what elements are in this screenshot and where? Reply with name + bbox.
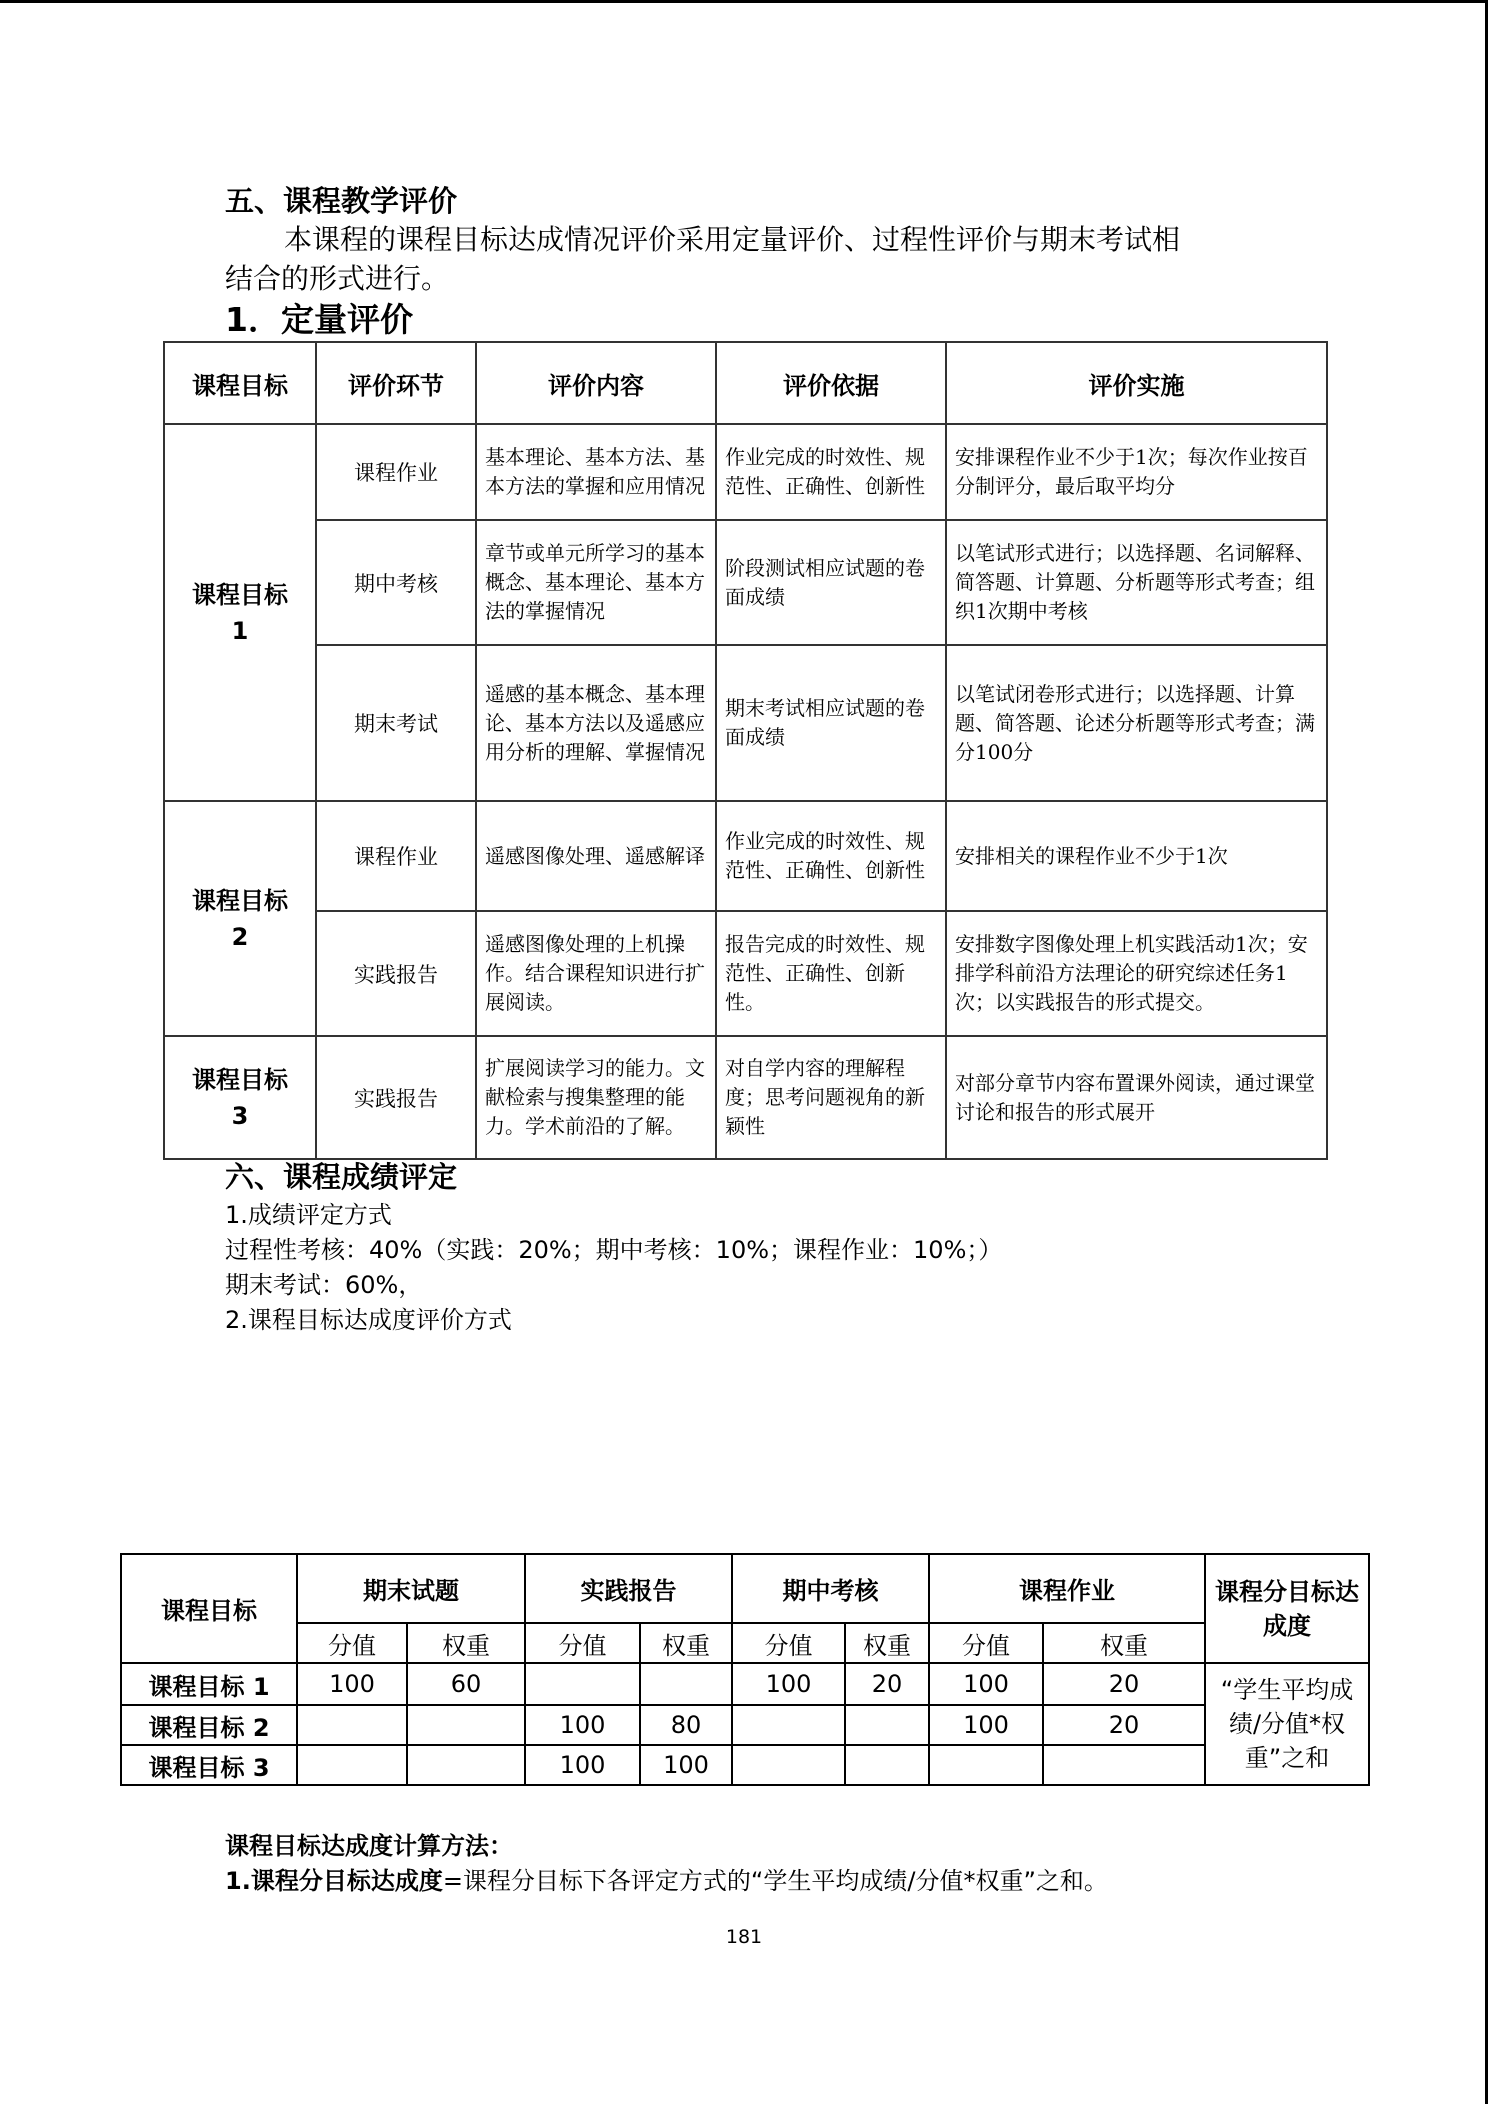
table-cell: 60 xyxy=(407,1663,525,1705)
quantitative-eval-table xyxy=(163,341,1328,1160)
table-cell: 100 xyxy=(297,1663,407,1705)
table2-header-midterm: 期中考核 xyxy=(732,1554,929,1623)
section6-line2: 过程性考核：40%（实践：20%；期中考核：10%；课程作业：10%；） xyxy=(225,1236,1003,1264)
subheader-weight: 权重 xyxy=(1043,1623,1205,1663)
eval-basis-cell: 阶段测试相应试题的卷面成绩 xyxy=(716,520,946,645)
table-cell xyxy=(929,1745,1043,1785)
eval-content-cell: 遥感图像处理的上机操作。结合课程知识进行扩展阅读。 xyxy=(476,911,716,1036)
eval-basis-cell: 作业完成的时效性、规范性、正确性、创新性 xyxy=(716,801,946,911)
eval-impl-cell: 安排相关的课程作业不少于1次 xyxy=(946,801,1327,911)
eval-link-cell: 实践报告 xyxy=(316,1036,476,1159)
goal2-cell: 课程目标2 xyxy=(164,801,316,1036)
subheader-weight: 权重 xyxy=(845,1623,929,1663)
eval-content-cell: 扩展阅读学习的能力。文献检索与搜集整理的能力。学术前沿的了解。 xyxy=(476,1036,716,1159)
table-cell xyxy=(845,1745,929,1785)
table-cell xyxy=(297,1745,407,1785)
eval-impl-cell: 对部分章节内容布置课外阅读，通过课堂讨论和报告的形式展开 xyxy=(946,1036,1327,1159)
table-row xyxy=(164,520,1327,645)
table-cell: 100 xyxy=(732,1663,845,1705)
table-cell: 100 xyxy=(640,1745,732,1785)
table-row xyxy=(121,1663,1369,1705)
row-goal-label: 课程目标 2 xyxy=(121,1705,297,1745)
table-cell xyxy=(297,1705,407,1745)
eval-content-cell: 章节或单元所学习的基本概念、基本理论、基本方法的掌握情况 xyxy=(476,520,716,645)
section6-heading: 六、课程成绩评定 xyxy=(225,1160,458,1194)
table1-header-content: 评价内容 xyxy=(476,342,716,424)
eval-impl-cell: 以笔试形式进行；以选择题、名词解释、简答题、计算题、分析题等形式考查；组织1次期中考核 xyxy=(946,520,1327,645)
eval-link-cell: 课程作业 xyxy=(316,801,476,911)
table2-header-homework: 课程作业 xyxy=(929,1554,1205,1623)
table-cell xyxy=(525,1663,640,1705)
subheader-score: 分值 xyxy=(525,1623,640,1663)
eval-link-cell: 期末考试 xyxy=(316,645,476,801)
subheader-weight: 权重 xyxy=(640,1623,732,1663)
eval-link-cell: 课程作业 xyxy=(316,424,476,520)
table1-header-link: 评价环节 xyxy=(316,342,476,424)
table2-header-row xyxy=(121,1554,1369,1623)
table2-header-practice-report: 实践报告 xyxy=(525,1554,732,1623)
table-cell xyxy=(732,1705,845,1745)
table2-subheader-row xyxy=(121,1623,1369,1663)
table-row xyxy=(164,801,1327,911)
section6-line4: 2.课程目标达成度评价方式 xyxy=(225,1306,512,1334)
section5-paragraph-line2: 结合的形式进行。 xyxy=(225,262,450,295)
page-border-top xyxy=(0,0,1488,3)
attainment-formula-cell: “学生平均成绩/分值*权重”之和 xyxy=(1205,1663,1369,1785)
eval-impl-cell: 安排数字图像处理上机实践活动1次；安排学科前沿方法理论的研究综述任务1次；以实践报告的形式提交。 xyxy=(946,911,1327,1036)
goal3-cell: 课程目标3 xyxy=(164,1036,316,1159)
table-row xyxy=(121,1705,1369,1745)
section6-line3: 期末考试：60%， xyxy=(225,1271,423,1299)
eval-basis-cell: 期末考试相应试题的卷面成绩 xyxy=(716,645,946,801)
table-cell: 100 xyxy=(929,1663,1043,1705)
eval-link-cell: 期中考核 xyxy=(316,520,476,645)
table2-header-attainment: 课程分目标达成度 xyxy=(1205,1554,1369,1663)
table-row xyxy=(164,645,1327,801)
subheader-score: 分值 xyxy=(929,1623,1043,1663)
table2-header-goal: 课程目标 xyxy=(121,1554,297,1663)
eval-content-cell: 遥感的基本概念、基本理论、基本方法以及遥感应用分析的理解、掌握情况 xyxy=(476,645,716,801)
table-cell: 100 xyxy=(525,1705,640,1745)
page-number: 181 xyxy=(725,1926,763,1948)
table-row xyxy=(164,911,1327,1036)
table-cell: 20 xyxy=(1043,1663,1205,1705)
table-row xyxy=(164,424,1327,520)
table2-header-final-exam: 期末试题 xyxy=(297,1554,525,1623)
table1-header-row xyxy=(164,342,1327,424)
calc-method-term: 1.课程分目标达成度 xyxy=(225,1867,443,1895)
subheader-score: 分值 xyxy=(732,1623,845,1663)
eval-impl-cell: 以笔试闭卷形式进行；以选择题、计算题、简答题、论述分析题等形式考查；满分100分 xyxy=(946,645,1327,801)
table1-header-impl: 评价实施 xyxy=(946,342,1327,424)
table-cell xyxy=(845,1705,929,1745)
eval-impl-cell: 安排课程作业不少于1次；每次作业按百分制评分，最后取平均分 xyxy=(946,424,1327,520)
table-cell xyxy=(407,1745,525,1785)
eval-content-cell: 基本理论、基本方法、基本方法的掌握和应用情况 xyxy=(476,424,716,520)
row-goal-label: 课程目标 3 xyxy=(121,1745,297,1785)
quantitative-eval-heading: 1．定量评价 xyxy=(225,300,413,339)
eval-link-cell: 实践报告 xyxy=(316,911,476,1036)
calc-method-line xyxy=(225,1864,1108,1898)
section5-paragraph-line1: 本课程的课程目标达成情况评价采用定量评价、过程性评价与期末考试相 xyxy=(284,223,1181,256)
table-cell: 20 xyxy=(1043,1705,1205,1745)
table1-header-goal: 课程目标 xyxy=(164,342,316,424)
calc-method-definition: =课程分目标下各评定方式的“学生平均成绩/分值*权重”之和。 xyxy=(442,1867,1108,1895)
table-cell: 100 xyxy=(525,1745,640,1785)
goal1-cell: 课程目标1 xyxy=(164,424,316,801)
table-cell xyxy=(1043,1745,1205,1785)
section6-line1: 1.成绩评定方式 xyxy=(225,1201,392,1229)
table-cell xyxy=(407,1705,525,1745)
table-cell: 20 xyxy=(845,1663,929,1705)
eval-content-cell: 遥感图像处理、遥感解译 xyxy=(476,801,716,911)
calc-method-heading: 课程目标达成度计算方法： xyxy=(225,1832,513,1860)
table-cell: 80 xyxy=(640,1705,732,1745)
table-cell: 100 xyxy=(929,1705,1043,1745)
table-row xyxy=(121,1745,1369,1785)
table-cell xyxy=(732,1745,845,1785)
eval-basis-cell: 报告完成的时效性、规范性、正确性、创新性。 xyxy=(716,911,946,1036)
subheader-score: 分值 xyxy=(297,1623,407,1663)
subheader-weight: 权重 xyxy=(407,1623,525,1663)
section5-heading: 五、课程教学评价 xyxy=(225,184,458,218)
goal-attainment-table xyxy=(120,1553,1370,1786)
eval-basis-cell: 对自学内容的理解程度；思考问题视角的新颖性 xyxy=(716,1036,946,1159)
table-cell xyxy=(640,1663,732,1705)
row-goal-label: 课程目标 1 xyxy=(121,1663,297,1705)
eval-basis-cell: 作业完成的时效性、规范性、正确性、创新性 xyxy=(716,424,946,520)
table-row xyxy=(164,1036,1327,1159)
table1-header-basis: 评价依据 xyxy=(716,342,946,424)
